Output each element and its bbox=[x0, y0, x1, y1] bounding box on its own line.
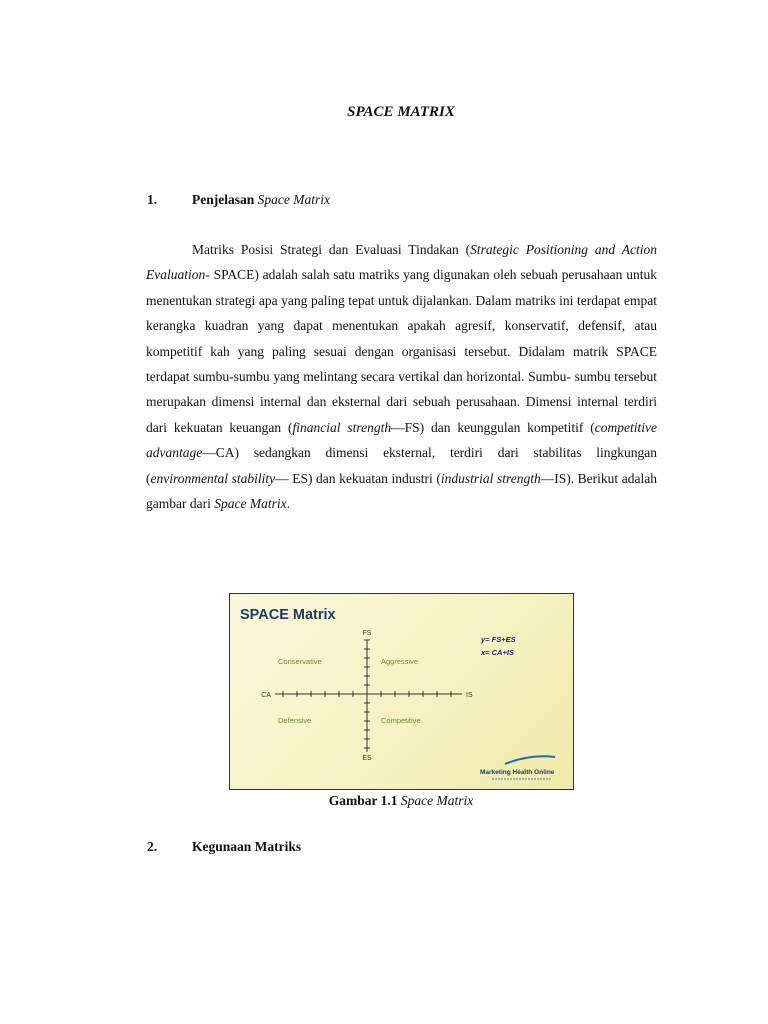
figure-caption bbox=[0, 793, 768, 809]
quadrant-defensive: Defensive bbox=[278, 716, 312, 725]
section-1-label: Penjelasan bbox=[192, 192, 255, 207]
section-1-title bbox=[192, 192, 330, 208]
axis-label-is: IS bbox=[466, 692, 473, 699]
space-matrix-chart bbox=[230, 594, 574, 790]
axis-label-fs: FS bbox=[362, 630, 372, 637]
paragraph-run: competitive advantage bbox=[146, 419, 658, 461]
quadrant-competitive: Competitive bbox=[381, 716, 421, 725]
paragraph-run: —CA) sedangkan dimensi eksternal, terdiri dari stabilitas lingkungan ( bbox=[146, 445, 657, 486]
section-2-number: 2. bbox=[147, 839, 158, 854]
caption-title: Space Matrix bbox=[400, 793, 474, 808]
space-matrix-figure bbox=[229, 593, 574, 790]
body-paragraph bbox=[146, 237, 657, 516]
marketing-health-logo bbox=[480, 756, 555, 779]
quadrant-aggressive: Aggressive bbox=[381, 657, 419, 666]
formula-y: y= FS+ES bbox=[481, 635, 516, 644]
axis-label-es: ES bbox=[362, 755, 372, 762]
paragraph-run: Strategic Positioning and Action Evaluation- bbox=[146, 242, 657, 283]
section-1-label-italic: Space Matrix bbox=[257, 192, 330, 207]
formula-x: x= CA+IS bbox=[481, 648, 514, 657]
logo-text: Marketing Health Online bbox=[480, 769, 555, 776]
paragraph-run: — ES) dan kekuatan industri ( bbox=[275, 470, 441, 486]
paragraph-run: environmental stability bbox=[150, 470, 276, 486]
page-title: SPACE MATRIX bbox=[347, 104, 455, 120]
axis-label-ca: CA bbox=[261, 692, 271, 699]
quadrant-conservative: Conservative bbox=[278, 657, 322, 666]
paragraph-run: Matriks Posisi Strategi dan Evaluasi Tindakan ( bbox=[192, 242, 471, 257]
paragraph-run: industrial strength bbox=[440, 470, 541, 486]
section-1-number: 1. bbox=[147, 192, 158, 207]
paragraph-run: Space Matrix bbox=[214, 496, 287, 512]
logo-swoosh-icon bbox=[505, 756, 555, 764]
paragraph-run: SPACE) adalah salah satu matriks yang digunakan oleh sebuah perusahaan untuk menentukan strategi apa yang paling tepat untuk dijalankan. Dalam matriks ini terdapat empat kerangka kuadran yang dapat menentukan apakah agresif, konservatif, defensif, atau kompetitif kah yang paling sesuai dengan organisasi tersebut. Didalam matrik SPACE terdapat sumbu-sumbu yang melintang secara vertikal dan horizontal. Sumbu- sumbu tersebut merupakan dimensi internal dan eksternal dari sebuah perusahaan. Dimensi internal terdiri dari kekuatan keuangan ( bbox=[146, 267, 657, 435]
section-2-title: Kegunaan Matriks bbox=[192, 839, 302, 854]
paragraph-run: financial strength bbox=[292, 419, 392, 435]
paragraph-run: —IS). Berikut adalah gambar dari bbox=[146, 470, 658, 512]
paragraph-run: —FS) dan keunggulan kompetitif ( bbox=[391, 419, 595, 435]
figure-heading: SPACE Matrix bbox=[240, 607, 336, 623]
caption-label: Gambar 1.1 bbox=[328, 793, 398, 808]
paragraph-run: . bbox=[286, 496, 290, 512]
